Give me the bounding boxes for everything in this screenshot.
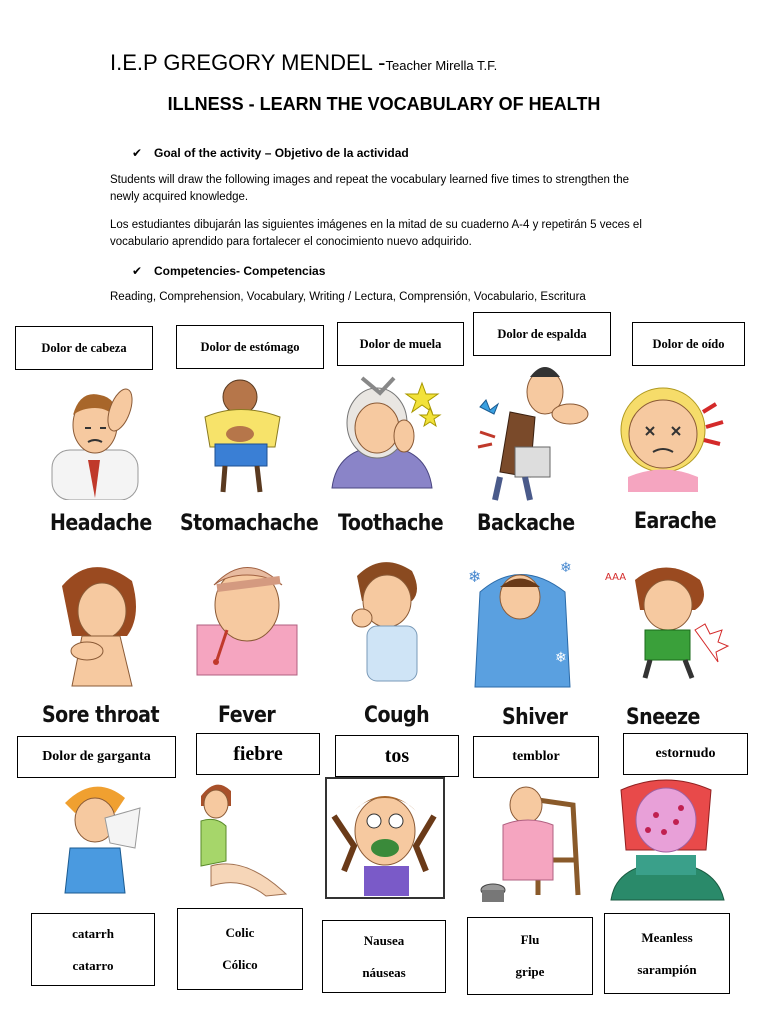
label-measles-es: sarampión <box>637 961 697 977</box>
label-box-dolor-de-muela: Dolor de muela <box>337 322 464 366</box>
word-shiver: Shiver <box>502 704 568 730</box>
earache-person-icon <box>598 382 743 492</box>
label-flu-en: Flu <box>520 932 540 947</box>
svg-text:AAA: AAA <box>605 572 627 583</box>
word-stomachache: Stomachache <box>180 510 319 536</box>
word-sore-throat: Sore throat <box>42 702 160 728</box>
goal-text-es: Los estudiantes dibujarán las siguientes imágenes en la mitad de su cuaderno A-4 y repetirán 5 veces el vocabulario aprendido para fortalecer el conocimiento nuevo adquirido. <box>110 219 642 248</box>
page-title: ILLNESS - LEARN THE VOCABULARY OF HEALTH <box>167 94 601 114</box>
sore-throat-person-icon <box>42 556 152 696</box>
label-box-fiebre: fiebre <box>196 733 320 775</box>
flu-person-icon <box>478 780 583 905</box>
goal-text-en: Students will draw the following images and repeat the vocabulary learned five times to strengthen the newly acquired knowledge. <box>110 174 630 203</box>
label-colic-en: Colic <box>225 925 255 940</box>
competencies-heading-row <box>132 264 325 278</box>
label-box-dolor-de-garganta: Dolor de garganta <box>17 736 176 778</box>
word-sneeze: Sneeze <box>626 704 700 730</box>
teacher-name: Teacher Mirella T.F. <box>385 58 498 73</box>
word-cough: Cough <box>364 702 430 728</box>
label-box-temblor: temblor <box>473 736 599 778</box>
label-catarrh-en: catarrh <box>72 925 114 941</box>
label-box-estornudo: estornudo <box>623 733 748 775</box>
goal-heading-row <box>132 146 409 160</box>
goal-heading: Goal of the activity – Objetivo de la actividad <box>154 146 409 160</box>
label-nausea-en: Nausea <box>363 932 405 948</box>
stomachache-person-icon <box>185 372 295 497</box>
catarrh-person-icon <box>55 778 145 898</box>
checkmark-icon: ✔ <box>132 264 143 278</box>
label-box-dolor-de-cabeza: Dolor de cabeza <box>15 326 153 370</box>
label-catarrh-es: catarro <box>72 957 114 973</box>
sneeze-person-icon <box>600 560 730 680</box>
word-headache: Headache <box>50 510 152 536</box>
label-flu-es: gripe <box>515 964 545 979</box>
label-box-nausea <box>322 920 446 993</box>
competencies-text: Reading, Comprehension, Vocabulary, Writing / Lectura, Comprensión, Vocabulario, Escritura <box>110 291 586 303</box>
word-toothache: Toothache <box>338 510 444 536</box>
word-fever: Fever <box>218 702 276 728</box>
shiver-person-icon <box>460 552 585 692</box>
label-box-colic <box>177 908 303 990</box>
word-earache: Earache <box>634 508 717 534</box>
colic-person-icon <box>186 776 296 901</box>
label-box-flu <box>467 917 593 995</box>
svg-text:❄: ❄ <box>560 560 572 576</box>
word-backache: Backache <box>477 510 575 536</box>
label-box-tos: tos <box>335 735 459 777</box>
competencies-heading: Competencies- Competencias <box>154 264 326 278</box>
label-box-catarrh <box>31 913 155 986</box>
label-nausea-es: náuseas <box>362 964 406 980</box>
backache-person-icon <box>460 352 595 502</box>
svg-text:❄: ❄ <box>468 567 482 586</box>
measles-person-icon <box>606 770 726 905</box>
label-box-dolor-de-oido: Dolor de oído <box>632 322 745 366</box>
checkmark-icon: ✔ <box>132 146 143 160</box>
cough-person-icon <box>342 556 432 686</box>
svg-text:❄: ❄ <box>555 650 567 666</box>
label-measles-en: Meanless <box>641 929 693 945</box>
label-box-measles <box>604 913 730 994</box>
school-name: I.E.P GREGORY MENDEL - <box>110 50 386 75</box>
school-header <box>110 50 497 76</box>
label-box-dolor-de-espalda: Dolor de espalda <box>473 312 611 356</box>
nausea-person-icon <box>324 776 446 900</box>
toothache-person-icon <box>322 368 442 493</box>
label-box-dolor-de-estomago: Dolor de estómago <box>176 325 324 369</box>
headache-person-icon <box>40 380 150 500</box>
label-colic-es: Cólico <box>222 957 258 972</box>
fever-person-icon <box>192 550 302 678</box>
